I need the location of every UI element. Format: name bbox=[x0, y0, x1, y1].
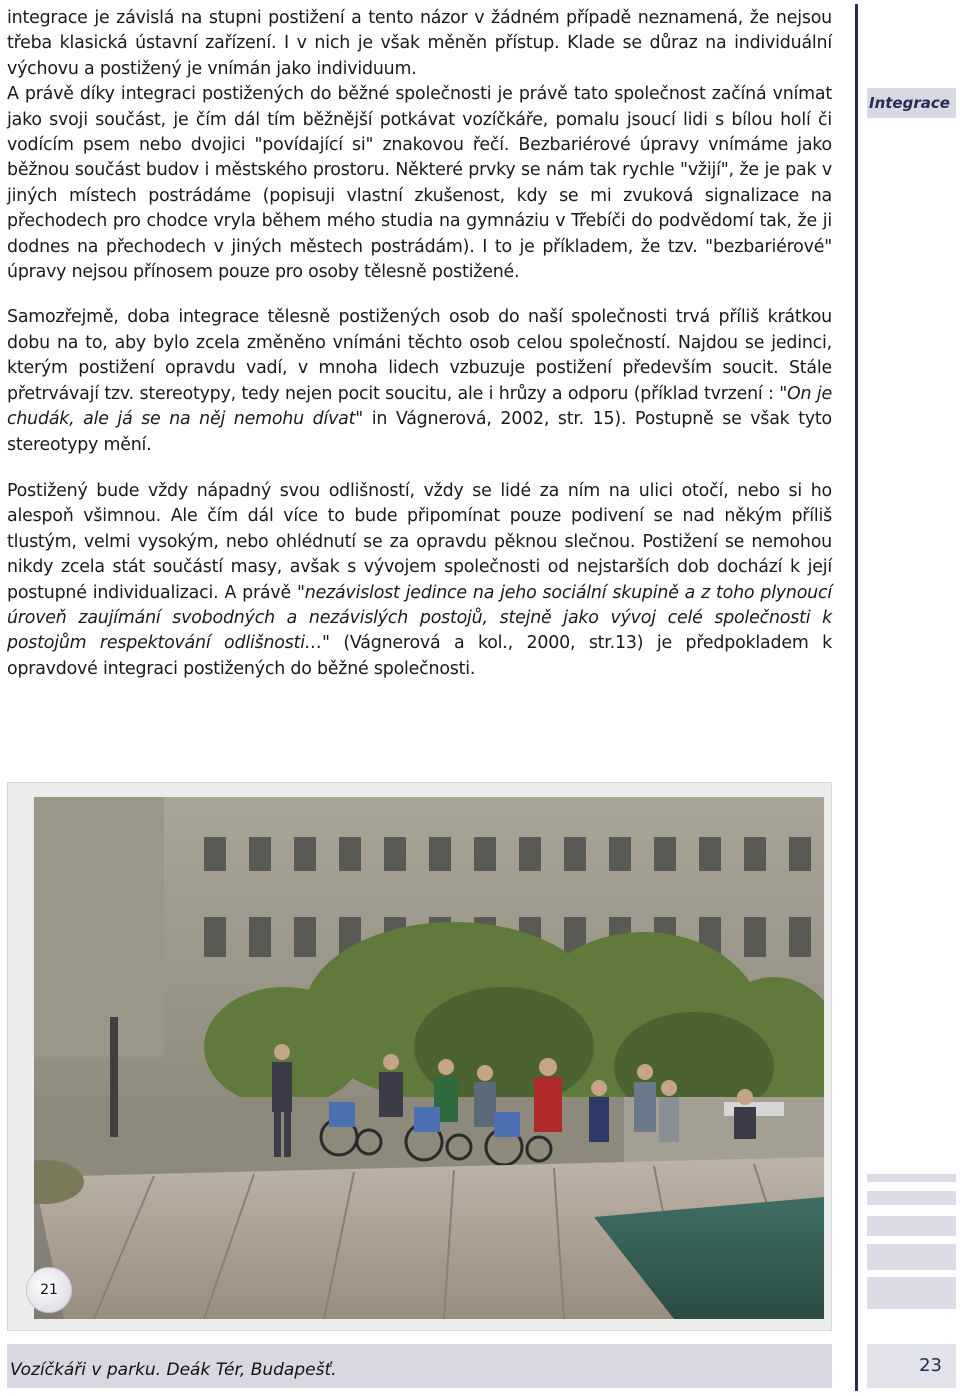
stripe bbox=[867, 1277, 956, 1309]
paragraph-4 bbox=[7, 479, 832, 682]
stripe bbox=[867, 1244, 956, 1270]
stripe bbox=[867, 1216, 956, 1236]
paragraph-3-quote: "On je chudák, ale já se na něj nemohu dívat" bbox=[7, 383, 832, 430]
photo-wheelchair-users-in-park bbox=[34, 797, 824, 1319]
paragraph-4-text: Postižený bude vždy nápadný svou odlišností, vždy se lidé za ním na ulici otočí, nebo si ho alespoň všimnou. Ale čím dál více to bude připomínat pouze podivení se nad někým příliš tlustým, velmi vysokým, nebo ohlédnutí se za opravdu pěknou slečnou. Postižení se nemohou nikdy zcela stát součástí masy, avšak s vývojem společnosti od nejstarších dob dochází k její postupné individualizaci. A právě bbox=[7, 480, 832, 603]
stripe bbox=[867, 1191, 956, 1205]
photo-caption: Vozíčkáři v parku. Deák Tér, Budapešť. bbox=[7, 1344, 832, 1388]
article-body bbox=[7, 6, 832, 682]
page-number: 23 bbox=[867, 1344, 956, 1388]
paragraph-3-text: Samozřejmě, doba integrace tělesně postižených osob do naší společnosti trvá příliš krátkou dobu na to, aby bylo zcela změněno vnímáni těchto osob celou společností. Najdou se jedinci, kterým postižení opravdu vadí, v mnoha lidech vzbuzuje postižení především soucit. Stále přetrvávají tzv. stereotypy, tedy nejen pocit soucitu, ale i hrůzy a odporu (příklad tvrzení : bbox=[7, 307, 832, 404]
photo-illustration bbox=[34, 797, 824, 1319]
paragraph-1: integrace je závislá na stupni postižení a tento názor v žádném případě neznamená, že nejsou třeba klasická ústavní zařízení. I v nich je však měněn přístup. Klade se důraz na individuální výchovu a postižený je vnímán jako individuum. bbox=[7, 8, 832, 79]
paragraph-3-citation: in Vágnerová, 2002, str. 15). Postupně se však tyto stereotypy mění. bbox=[7, 409, 832, 455]
margin-divider-line bbox=[855, 4, 858, 1391]
section-tab: Integrace bbox=[867, 88, 956, 118]
paragraph-2: A právě díky integraci postižených do běžné společnosti je právě tato společnost začíná vnímat jako svoji součást, je čím dál tím běžnější potkávat vozíčkáře, pomalu jsoucí lidi s bílou holí či vodícím psem nebo dvojici "povídající si" znakovou řečí. Bezbariérové úpravy vnímáme jako běžnou součást budov i městského prostoru. Některé prvky se nám tak rychle "vžijí", že je pak v jiných místech postrádáme (popisuji vlastní zkušenost, kdy se mi zvuková signalizace na přechodech pro chodce vryla během mého studia na gymnáziu v Třebíči do podvědomí tak, že ji dodnes na přechodech v jiných městech postrádám). I to je příkladem, že tzv. "bezbariérové" úpravy nejsou přínosem pouze pro osoby tělesně postižené. bbox=[7, 84, 832, 283]
figure-number-badge: 21 bbox=[26, 1267, 72, 1313]
paragraph-3 bbox=[7, 305, 832, 457]
photo-frame bbox=[7, 782, 832, 1331]
stripe bbox=[867, 1174, 956, 1182]
paragraph-4-citation: (Vágnerová a kol., 2000, str.13) je předpokladem k opravdové integraci postižených do běžné společnosti. bbox=[7, 633, 832, 679]
paragraph-4-quote: "nezávislost jedince na jeho sociální skupině a z toho plynoucí úroveň zaujímání svobodných a nezávislých postojů, stejně jako vývoj celé společnosti k postojům respektování odlišnosti…" bbox=[7, 582, 832, 654]
